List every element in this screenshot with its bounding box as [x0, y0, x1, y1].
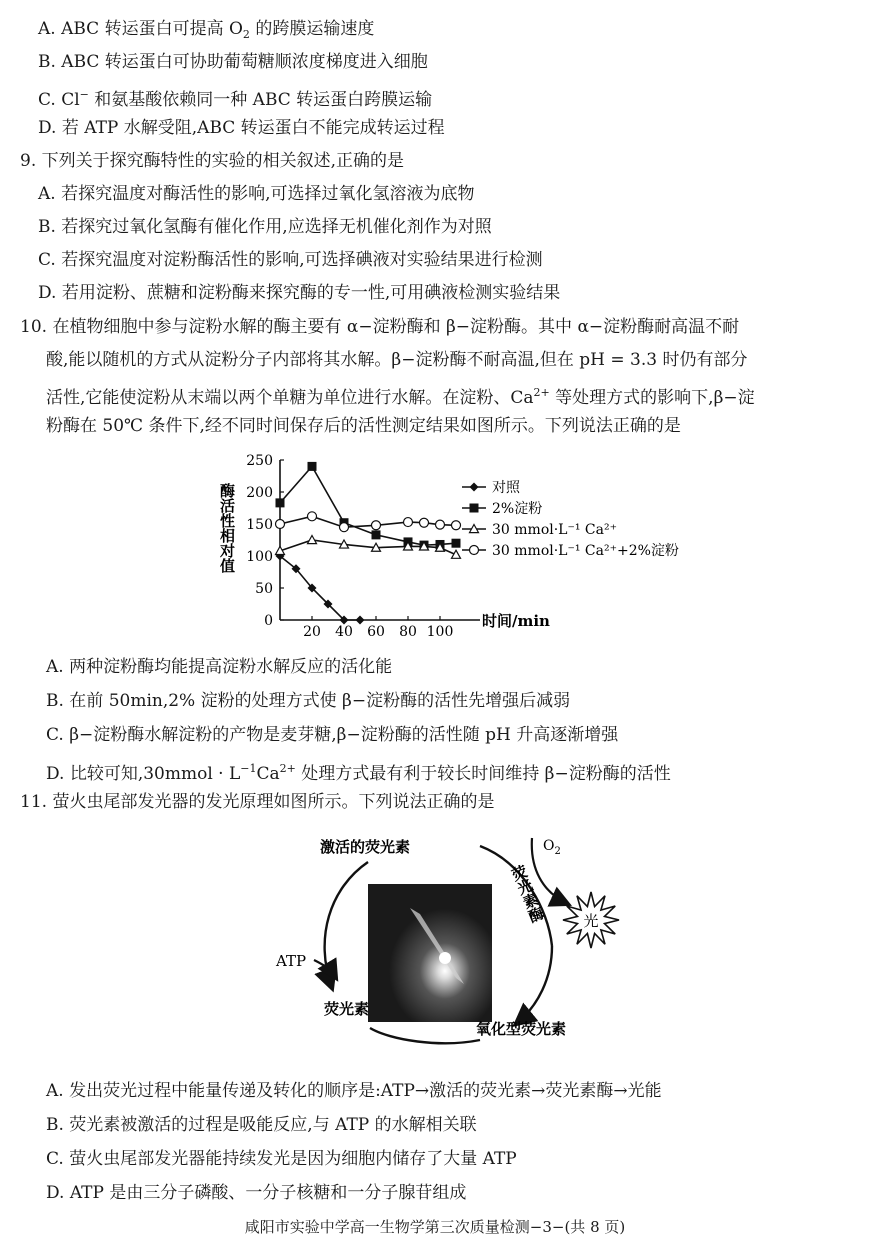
enzyme-activity-chart: [220, 445, 700, 645]
data-point-series-2: [276, 498, 285, 507]
data-point-series-3: [452, 550, 461, 558]
y-tick-label: 250: [246, 453, 273, 469]
q10-stem-line4: 粉酶在 50℃ 条件下,经不同时间保存后的活性测定结果如图所示。下列说法正确的是: [46, 416, 681, 436]
page-footer: 咸阳市实验中学高一生物学第三次质量检测−3−(共 8 页): [244, 1218, 626, 1236]
legend-label-2: 2%淀粉: [492, 501, 543, 517]
cycle-arc-left: [325, 862, 368, 988]
q9-option-a: A. 若探究温度对酶活性的影响,可选择过氧化氢溶液为底物: [38, 184, 475, 204]
q8-option-d: D. 若 ATP 水解受阻,ABC 转运蛋白不能完成转运过程: [38, 118, 445, 138]
o2-label: $O_2$: [543, 838, 561, 857]
data-point-series-4: [276, 520, 285, 529]
legend-label-1: 对照: [492, 480, 520, 496]
y-tick-label: 50: [255, 581, 273, 597]
q11-option-b: B. 荧光素被激活的过程是吸能反应,与 ATP 的水解相关联: [46, 1115, 477, 1135]
luciferin-label: 荧光素: [324, 1000, 370, 1018]
data-point-series-4: [372, 521, 381, 530]
firefly-light-spot: [439, 952, 451, 964]
data-point-series-4: [308, 512, 317, 521]
q10-option-d: D. 比较可知,30mmol · $L^{-1}Ca^{2+}$ 处理方式最有利于较长时间维持 β−淀粉酶的活性: [46, 762, 671, 784]
q10-stem-line2: 酸,能以随机的方式从淀粉分子内部将其水解。β−淀粉酶不耐高温,但在 pH = 3.3 时仍有部分: [46, 350, 748, 370]
y-tick-label: 100: [246, 549, 273, 565]
x-tick-label: 80: [399, 624, 417, 640]
chart-series-lines: [280, 466, 456, 620]
data-point-series-2: [308, 462, 317, 471]
data-point-series-4: [404, 518, 413, 527]
oxidized-luciferin-label: 氧化型荧光素: [476, 1020, 567, 1038]
legend-marker: [470, 483, 479, 492]
data-point-series-4: [340, 523, 349, 532]
q11-stem: 11. 萤火虫尾部发光器的发光原理如图所示。下列说法正确的是: [20, 792, 495, 812]
series-line-4: [280, 516, 456, 527]
data-point-series-1: [356, 616, 365, 625]
q10-option-a: A. 两种淀粉酶均能提高淀粉水解反应的活化能: [46, 657, 393, 677]
series-line-2: [280, 466, 456, 545]
legend-label-3: 30 mmol·L⁻¹ Ca²⁺: [492, 522, 617, 538]
q10-option-c: C. β−淀粉酶水解淀粉的产物是麦芽糖,β−淀粉酶的活性随 pH 升高逐渐增强: [46, 725, 619, 745]
q9-stem: 9. 下列关于探究酶特性的实验的相关叙述,正确的是: [20, 151, 405, 171]
cycle-arc-bottom: [370, 1028, 480, 1043]
data-point-series-2: [452, 539, 461, 548]
luciferase-cycle-diagram: [270, 828, 630, 1050]
y-tick-label: 200: [246, 485, 273, 501]
q9-option-b: B. 若探究过氧化氢酶有催化作用,应选择无机催化剂作为对照: [38, 217, 492, 237]
firefly-photo: [368, 884, 492, 1022]
q11-option-a: A. 发出荧光过程中能量传递及转化的顺序是:ATP→激活的荧光素→荧光素酶→光能: [46, 1081, 662, 1101]
legend-marker: [470, 504, 479, 513]
light-label: 光: [583, 912, 599, 930]
data-point-series-4: [436, 520, 445, 529]
q8-option-a: A. ABC 转运蛋白可提高 $O_2$ 的跨膜运输速度: [38, 19, 375, 41]
q9-option-c: C. 若探究温度对淀粉酶活性的影响,可选择碘液对实验结果进行检测: [38, 250, 543, 270]
chart-legend: [462, 480, 679, 559]
data-point-series-2: [372, 530, 381, 539]
x-tick-label: 40: [335, 624, 353, 640]
data-point-series-4: [452, 521, 461, 530]
q11-option-d: D. ATP 是由三分子磷酸、一分子核糖和一分子腺苷组成: [46, 1183, 467, 1203]
data-point-series-4: [420, 518, 429, 527]
q10-stem-line1: 10. 在植物细胞中参与淀粉水解的酶主要有 α−淀粉酶和 β−淀粉酶。其中 α−淀粉酶耐高温不耐: [20, 317, 740, 337]
q10-option-b: B. 在前 50min,2% 淀粉的处理方式使 β−淀粉酶的活性先增强后减弱: [46, 691, 571, 711]
q10-stem-line3: 活性,它能使淀粉从末端以两个单糖为单位进行水解。在淀粉、$Ca^{2+}$ 等处理方式的影响下,β−淀: [46, 386, 755, 408]
chart-y-axis-label: 酶活性相对值: [218, 483, 236, 573]
q8-option-b: B. ABC 转运蛋白可协助葡萄糖顺浓度梯度进入细胞: [38, 52, 428, 72]
legend-marker: [470, 546, 479, 555]
y-tick-label: 0: [264, 613, 273, 629]
x-tick-label: 60: [367, 624, 385, 640]
atp-label: ATP: [276, 952, 307, 970]
x-tick-label: 100: [426, 624, 454, 640]
activated-luciferin-label: 激活的荧光素: [320, 838, 411, 856]
q11-option-c: C. 萤火虫尾部发光器能持续发光是因为细胞内储存了大量 ATP: [46, 1149, 517, 1169]
legend-label-4: 30 mmol·L⁻¹ Ca²⁺+2%淀粉: [492, 543, 679, 559]
cycle-arc-right-bottom: [516, 946, 552, 1024]
q8-option-c: C. Cl− 和氨基酸依赖同一种 ABC 转运蛋白跨膜运输: [38, 88, 433, 110]
x-tick-label: 20: [303, 624, 321, 640]
y-tick-label: 150: [246, 517, 273, 533]
data-point-series-3: [308, 536, 317, 544]
luciferase-label: 荧光素酶: [507, 862, 547, 926]
q9-option-d: D. 若用淀粉、蔗糖和淀粉酶来探究酶的专一性,可用碘液检测实验结果: [38, 283, 561, 303]
series-line-3: [280, 540, 456, 555]
chart-x-axis-label: 时间/min: [482, 612, 550, 630]
series-line-1: [280, 556, 360, 620]
